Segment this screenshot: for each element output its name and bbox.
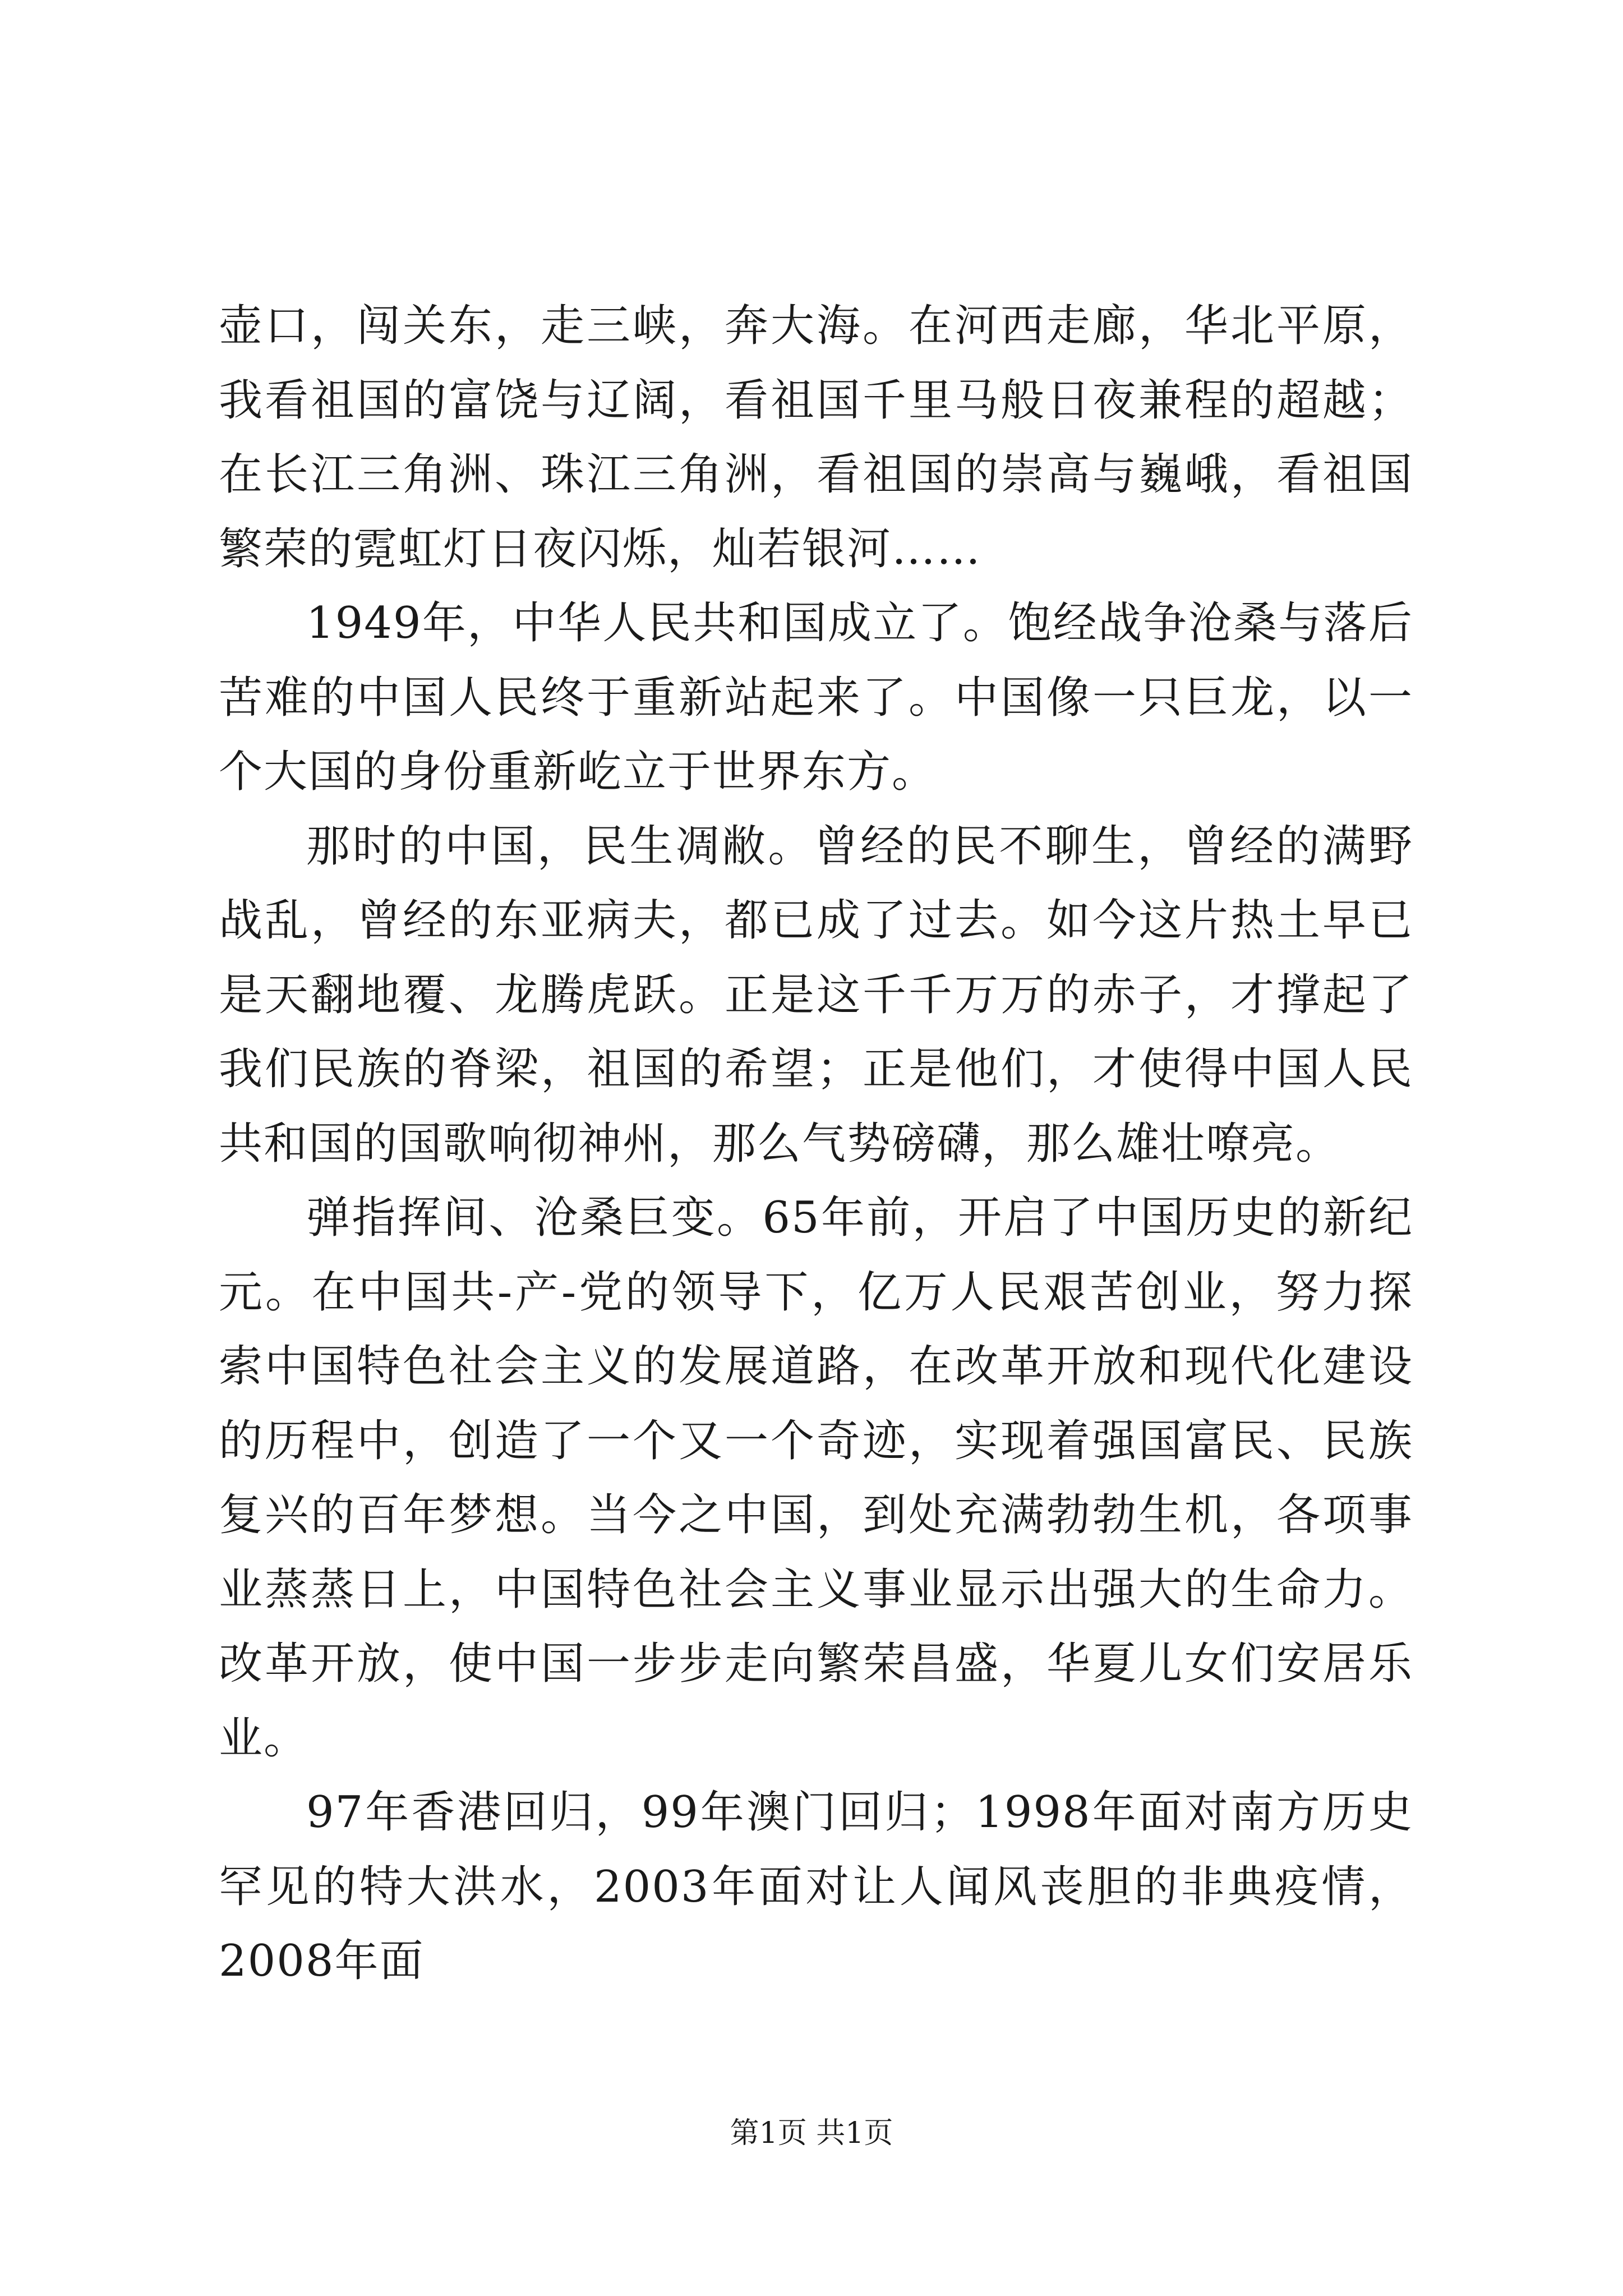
paragraph-continuation: 壶口，闯关东，走三峡，奔大海。在河西走廊，华北平原，我看祖国的富饶与辽阔，看祖国千里马般日夜兼程的超越；在长江三角洲、珠江三角洲，看祖国的崇高与巍峨，看祖国繁荣的霓虹灯日夜闪烁，灿若银河……: [219, 301, 1413, 574]
page-footer: 第1页 共1页: [730, 2116, 893, 2150]
document-body: [219, 289, 1413, 1999]
paragraph: 97年香港回归，99年澳门回归；1998年面对南方历史罕见的特大洪水，2003年面对让人闻风丧胆的非典疫情，2008年面: [219, 1787, 1413, 1986]
paragraph: 1949年，中华人民共和国成立了。饱经战争沧桑与落后苦难的中国人民终于重新站起来了。中国像一只巨龙，以一个大国的身份重新屹立于世界东方。: [219, 598, 1413, 797]
paragraph: 弹指挥间、沧桑巨变。65年前，开启了中国历史的新纪元。在中国共-产-党的领导下，亿万人民艰苦创业，努力探索中国特色社会主义的发展道路，在改革开放和现代化建设的历程中，创造了一个又一个奇迹，实现着强国富民、民族复兴的百年梦想。当今之中国，到处充满勃勃生机，各项事业蒸蒸日上，中国特色社会主义事业显示出强大的生命力。改革开放，使中国一步步走向繁荣昌盛，华夏儿女们安居乐业。: [219, 1193, 1413, 1764]
paragraph: 那时的中国，民生凋敝。曾经的民不聊生，曾经的满野战乱，曾经的东亚病夫，都已成了过去。如今这片热土早已是天翻地覆、龙腾虎跃。正是这千千万万的赤子，才撑起了我们民族的脊梁，祖国的希望；正是他们，才使得中国人民共和国的国歌响彻神州，那么气势磅礴，那么雄壮嘹亮。: [219, 821, 1413, 1169]
